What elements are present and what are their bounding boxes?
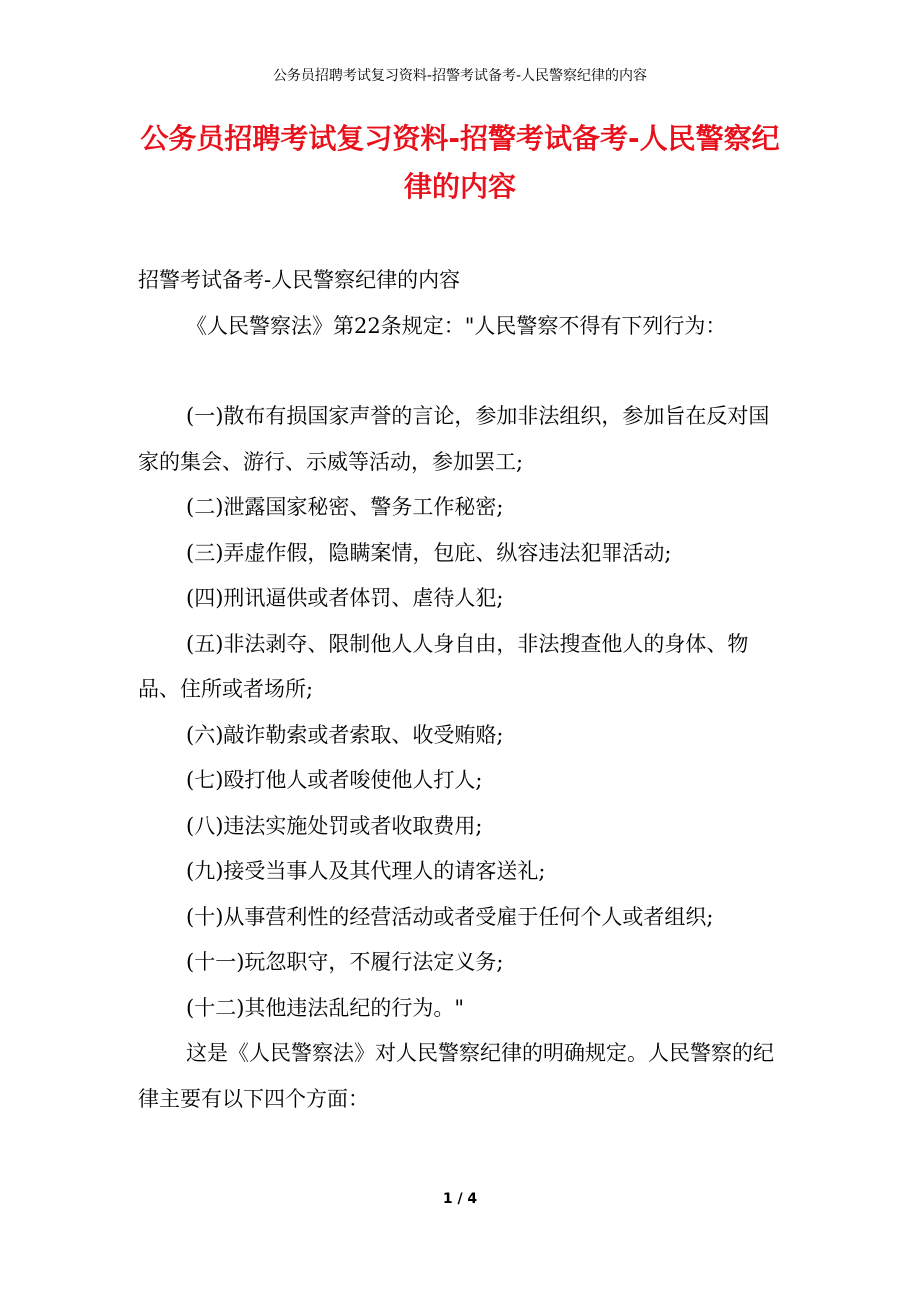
intro-paragraph: 《人民警察法》第22条规定："人民警察不得有下列行为：: [186, 313, 727, 338]
list-item: (十二)其他违法乱纪的行为。": [186, 995, 465, 1020]
page-number: 1 / 4: [442, 1191, 478, 1207]
document-title: 公务员招聘考试复习资料-招警考试备考-人民警察纪律的内容: [140, 122, 780, 203]
list-item: (七)殴打他人或者唆使他人打人;: [186, 768, 483, 792]
list-item: (一)散布有损国家声誉的言论，参加非法组织，参加旨在反对国家的集会、游行、示威等活动，参加罢工;: [138, 404, 770, 474]
list-item: (三)弄虚作假，隐瞒案情，包庇、纵容违法犯罪活动;: [186, 540, 672, 565]
document-body: [138, 258, 783, 1122]
list-item: (十)从事营利性的经营活动或者受雇于任何个人或者组织;: [186, 904, 714, 929]
list-item: (九)接受当事人及其代理人的请客送礼;: [186, 859, 546, 883]
list-item: (五)非法剥夺、限制他人人身自由，非法搜查他人的身体、物品、住所或者场所;: [138, 631, 749, 701]
list-item: (四)刑讯逼供或者体罚、虐待人犯;: [186, 586, 504, 610]
list-item: (十一)玩忽职守，不履行法定义务;: [186, 950, 504, 974]
closing-paragraph: 这是《人民警察法》对人民警察纪律的明确规定。人民警察的纪律主要有以下四个方面：: [138, 1041, 774, 1111]
list-item: (二)泄露国家秘密、警务工作秘密;: [186, 495, 504, 519]
running-header: 公务员招聘考试复习资料-招警考试备考-人民警察纪律的内容: [272, 68, 648, 84]
list-item: (八)违法实施处罚或者收取费用;: [186, 813, 483, 838]
list-item: (六)敲诈勒索或者索取、收受贿赂;: [186, 722, 504, 747]
section-subtitle: 招警考试备考-人民警察纪律的内容: [138, 268, 461, 292]
